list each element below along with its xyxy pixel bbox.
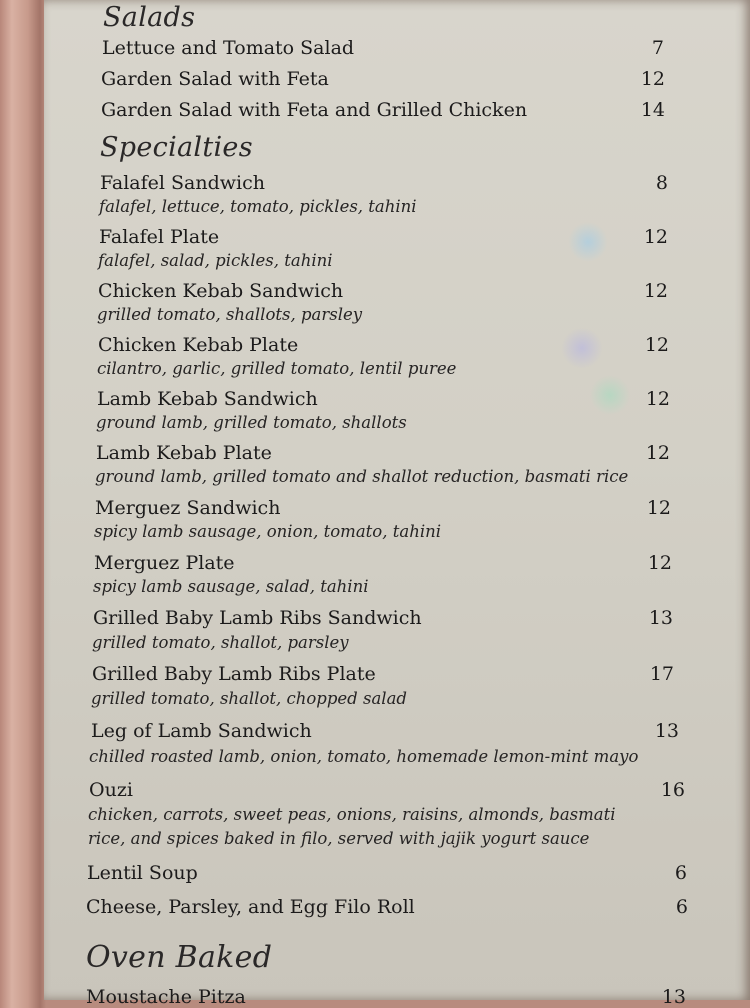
item-price: 14 [640,99,665,121]
item-price: 13 [654,720,679,742]
item-description: ground lamb, grilled tomato, shallots [96,413,407,432]
item-description: grilled tomato, shallot, chopped salad [91,689,407,708]
item-description: falafel, salad, pickles, tahini [98,251,333,270]
item-description: falafel, lettuce, tomato, pickles, tahini [99,197,417,216]
item-price: 6 [674,862,687,884]
item-name: Lentil Soup [87,862,198,884]
section-title-specialties: Specialties [100,132,253,163]
item-description: spicy lamb sausage, onion, tomato, tahini [94,522,441,541]
item-description: grilled tomato, shallot, parsley [92,633,349,652]
item-price: 12 [647,552,672,574]
item-name: Chicken Kebab Plate [98,334,299,356]
item-name: Ouzi [89,779,133,801]
item-price: 6 [675,896,688,918]
section-title-salads: Salads [103,2,196,33]
item-description: cilantro, garlic, grilled tomato, lentil puree [97,359,457,378]
item-description: ground lamb, grilled tomato and shallot reduction, basmati rice [95,467,629,486]
section-title-oven-baked: Oven Baked [86,940,273,975]
item-name: Falafel Plate [99,226,220,248]
item-price: 12 [643,226,668,248]
item-price: 13 [648,607,673,629]
item-price: 17 [649,663,674,685]
item-name: Merguez Plate [94,552,235,574]
item-name: Lamb Kebab Sandwich [97,388,318,410]
item-description: chicken, carrots, sweet peas, onions, raisins, almonds, basmati [88,805,616,824]
item-price: 12 [645,388,670,410]
item-name: Falafel Sandwich [100,172,265,194]
item-name: Chicken Kebab Sandwich [98,280,344,302]
item-name: Garden Salad with Feta [101,68,329,90]
item-price: 7 [651,37,664,59]
item-name: Leg of Lamb Sandwich [91,720,312,742]
item-name: Merguez Sandwich [95,497,281,519]
item-price: 12 [643,280,668,302]
item-price: 12 [644,334,669,356]
item-price: 16 [660,779,685,801]
item-description-line2: rice, and spices baked in filo, served with jajik yogurt sauce [88,829,590,848]
item-name: Moustache Pitza [86,986,246,1008]
item-name: Grilled Baby Lamb Ribs Sandwich [93,607,422,629]
item-name: Grilled Baby Lamb Ribs Plate [92,663,376,685]
item-price: 12 [645,442,670,464]
item-price: 13 [661,986,686,1008]
item-name: Cheese, Parsley, and Egg Filo Roll [86,896,415,918]
item-price: 12 [640,68,665,90]
item-name: Lettuce and Tomato Salad [102,37,355,59]
item-name: Garden Salad with Feta and Grilled Chicken [101,99,528,121]
item-description: chilled roasted lamb, onion, tomato, homemade lemon-mint mayo [89,747,639,766]
item-description: spicy lamb sausage, salad, tahini [93,577,369,596]
item-description: grilled tomato, shallots, parsley [97,305,363,324]
item-price: 12 [646,497,671,519]
item-price: 8 [655,172,668,194]
item-name: Lamb Kebab Plate [96,442,272,464]
